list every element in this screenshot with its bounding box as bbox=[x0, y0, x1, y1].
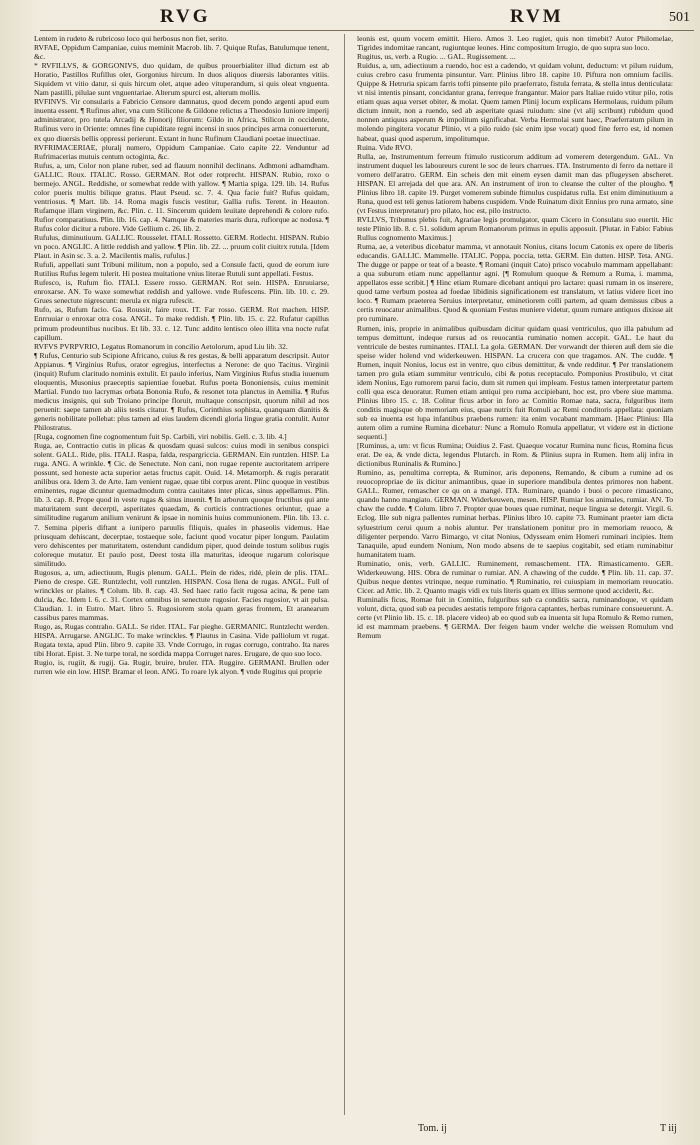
left-column bbox=[34, 34, 329, 1115]
signature-mark: T iij bbox=[660, 1123, 677, 1134]
entry: Rumen, inis, proprie in animalibus quibusdam dicitur quidam quasi ventriculus, quo illa pabulum ad tempus demittunt, indeque rursus ad os reuocantia ruminatio nomen accepit. GAL. Le haut du ventricule de bestes ruminantes. ITALI. La gola. GERMAN. Der vorwandt der thieren auß dem sie die speise wider holend vnd widerkeuwen. HISPAN. La crucera con que tragamos. AN. The cudde. ¶ Rumen, inquit Nonius, locus est in ventre, quo cibus demittitur, & vnde redditur. ¶ Per translationem tamen pro gula etiam summitur ventriculo, cibi & potus receptaculo. Pomponius Prostibulo, vt citat idem Nonius, Ego rumorem parui facio, dum sit rumen qui impleam. Festus tamen interpretatur partem colli qua esca deuoratur. Rumen etiam antiqui pro ruma accipiebant, hoc est, pro vbere siue mamma. Plinius libro 15. c. 18. Colitur ficus arbor in foro ac Comitio Romae nata, sacra, fulguribus item conditis magisque ob memoriam eius, quae nutrix fuit Romuli ac Remi conditoris appellata: quoniam sub ea inuenta est lupa infantibus praebens rumen: ita enim vocabant mammam. [Haec Plinius: Illa autem olim a rumine Rumina dicebatur: Nunc a Romulo Romula appellatur, vt videre est in dictione sequenti.] bbox=[357, 323, 673, 442]
entry: RVFRIMACERIAE, pluralj numero, Oppidum Campaniae. Cato capite 22. Venduntur ad Rufrimacerias mutuis centum octoginta, &c. bbox=[34, 142, 329, 161]
entry: * RVFILLVS, & GORGONIVS, duo quidam, de quibus prouerbialiter illud dictum est ab Horatio, Pastillos Rufillus olet, Gorgonius hircum. In duos aliquos diuersis laborantes vitiis. Siquidem vt vitio datur, si quis hircum olet, atque adeo vituperandum, si quis oleat vnguenta. Nam pastilli, pilulae sunt vnguentariae. Alterum spurci est, alterum mollis. bbox=[34, 61, 329, 98]
page-number: 501 bbox=[669, 10, 690, 25]
entry: ¶ Rufus, Centurio sub Scipione Africano, cuius & res gestas, & belli apparatum descripsit. Autor Appianus. ¶ Virginius Rufus, orator egregius, interfectus a Nerone: de quo Tacitus. Virginii (inquit) Rufum claritudo nominis extulit. Et paulo inferius, Nam Virginius Rufus studia iuuenum eloquentis, Musonius praeceptis sapientiae fouebat. Rufus poeta Bononiensis, cuius meminit Martial. Fundo tuo lacrymas orbata Bononia Rufo, & resonet tota planctus in Aemilia. ¶ Rufus medicus insignis, qui sub Troiano principe floruit, multaque conscripsit, quorum nihil ad nos peruenit: saepe tamen ab aliis testis citatur. ¶ Rufus, Corinthius sophista, quanquam dianitis & generis nobilitate pollebat: plus tamen ad eius laudem dicendi gloria lingue gratia contulit. Autor Philostratus. bbox=[34, 350, 329, 433]
page-footer bbox=[40, 1119, 694, 1137]
volume-mark: Tom. ij bbox=[418, 1123, 447, 1134]
entry: Ruminatio, onis, verb. GALLIC. Ruminement, remaschement. ITA. Rimasticamento. GER. Widerkeuwung. HIS. Obra de ruminar o rumiar. AN. A chawing of the cudde. ¶ Plin. lib. 11. cap. 37. Quibus neque dentes vtrinque, neque ruminatio. ¶ Ruminatio, rei cuiuspiam in memoriam reuocatio. Cicer. ad Attic. lib. 2. Quanto magis vidi ex tuis literis quam ex illius sermone quod acciderit, &c. bbox=[357, 558, 673, 595]
entry: Rufus, a, um, Color non plane ruber, sed ad flauum nonnihil declinans. Adhmoni adhamdham. GALLIC. Roux. ITALIC. Rosso. GERMAN. Rot oder rotprecht. HISPAN. Rubio, roxo o bermejo. ANGL. Reddishe, or somewhat redde with yallow. ¶ Martia spiga. 129. lib. 14. Rufus color pueris multis bilique gratus. Plaut Pseud. sc. 7. 4. Qua facie fuit? Rufus quidam, ventriosus. ¶ Mart. lib. 14. Roma magis fuscis vestitur, Gallia rufis. Terent. in Heauton. Rufamque illam virginem, &c. Plin. c. 11. Sincerum quidem leuitate deprehendi & colore rufo. Rufior comparatiuus. Plin. lib. 16. cap. 4. Namque & materies maris dura, rufiorque ac nodosa. ¶ Rufus color dicitur a rubore. Vide Gellium c. 26. lib. 2. bbox=[34, 160, 329, 233]
entry: RVFINVS. Vir consularis a Fabricio Censore damnatus, quod decem pondo argenti apud eum inuenta essent. ¶ Rufinus alter, vna cum Stilicone & Gildone relictus a Theodosio Iuniore imperij administrator, pro tutela Arcadij & Honorij filiorum: Gildo in Africa, Stilicon in occidente, Rufinus vero in Oriente: omnes fine cupiditate regni incensi in suos principes arma conuerterunt, ex quo diuersis bellis oppressi perierunt. Extant in hunc Rufinum Claudiani poetae inuectiuae. bbox=[34, 97, 329, 143]
running-header bbox=[40, 6, 694, 28]
running-head-right: RVM bbox=[510, 6, 564, 27]
entry: Rumino, as, penultima correpta, & Ruminor, aris deponens, Remando, & cibum a rumine ad os reuocopropriae de iis dicitur animantibus, quae in superiore mandibula dentes primores non habent. GALL. Rumer, remascher ce qu on a mangé. ITA. Ruminare, quando i buoi o pecore rimasticano, quando hanno mangiato. GERMAN. Widerkeuwen, mesen. HISP. Rumiar los animales, rumiar. AN. To chaw the cudde. ¶ Colum. libro 7. Propter quae boues quae ruminat, neque lingua se detergit. Virgil. 6. Eclog. Ille sub nigra pallentes ruminat herbas. Plinius libro 10. capite 73. Ruminant praeter iam dicta syluestrium cerui quum a nobis aluntur. Per translationem ponitur pro in memoriam reuoco, & diligenter perpendo. Varro Bimargo, vt citat Nonius, Odysseam enim Homeri ruminari incipies. Item Tanaquile, apud eundem Nonium, Non modo absens de te saepius cogitabit, sed etiam ruminabitur humanitatem tuam. bbox=[357, 468, 673, 559]
entry: Rufulus, diminutiuum. GALLIC. Rousselet. ITALI. Rossetto. GERM. Rotlecht. HISPAN. Rubio vn poco. ANGLIC. A little reddish and yallow. ¶ Plin. lib. 22. ... pruum colit ciuitrx rutula. [Idem Plaut. in Asin sc. 3. a. 2. Macilentis malis, rufulus.] bbox=[34, 233, 329, 261]
column-divider bbox=[344, 34, 345, 1115]
entry: Ruminalis ficus, Romae fuit in Comitio, fulguribus sub ca conditis sacra, ruminandoque, vt quidam volunt, dicta, quod sub ea pecudes aestatis tempore frigora captantes, herbas ruminare consueuerunt. A. certe (vt Plinio lib. 15. c. 18. placere video) ab eo quod sub ea inuenta sit lupa Romulo & Remo rumen, id est mammam praebens. ¶ GERMA. Der feigen baum vnder welche die weissen Romulum vnd Remum bbox=[357, 594, 673, 641]
entry: [Ruga, cognomen fine cognomentum fuit Sp. Carbili, viri nobilis. Gell. c. 3. lib. 4.] bbox=[34, 432, 287, 442]
header-rule bbox=[40, 30, 694, 31]
entry: leonis est, quum vocem emittit. Hiero. Amos 3. Leo rugiet, quis non timebit? Autor Philomelae, Tigrides indomitae rancant, rugiuntque leones. Hinc compositum Irrugio, de quo supra suo loco. bbox=[357, 34, 673, 53]
entry: Rufo, as, Rufum facio. Ga. Roussir, faire roux. IT. Far rosso. GERM. Rot machen. HISP. Enrruuiar o enroxar otra cosa. ANGL. To make reddish. ¶ Plin. lib. 15. c. 22. Rufatur capillus primum prodeuntibus nucibus. Et lib. 33. c. 12. Tunc addito lentisco oleo illita vna nocte rufat capillum. bbox=[34, 305, 329, 342]
entry: [Ruminus, a, um: vt ficus Rumina; Ouidius 2. Fast. Quaeque vocatur Rumina nunc ficus, Romina ficus erat. De ea, & vnde dicta, legendus Plutarch. in Rom. & Plinius supra in Rumen. Item alij infra in dictionibus Runinalis & Rumino.] bbox=[357, 441, 673, 469]
entry: Lentem in rudeto & rubricoso loco qui herbosus non fiet, serito. bbox=[34, 34, 229, 43]
entry: Ruina. Vide RVO. bbox=[357, 142, 413, 152]
entry: Ruidus, a, um, adiectiuum a ruendo, hoc est a cadendo, vt quidam volunt, deductum: vt pilum ruidum, cuius crebro casu frumenta pinsuntur. Varr. Plinius libro 18. capite 10. Piftura non omnium facilis. Quippe & Hetruria spicam farris tofti pinsente pilo praeferrato, fistula ferrata, & stella intus denticulata: vt nisi intentis pinsant, concidantur grana, ferreque frangantur. Maior pars Italiae ruido vtitur pilo, rotis etiam quas aqua verset obiter, & molat. Quem tamen Plinij locum explicans Hermolaus, ruidum pilum dictum innuit, non a ruendo, sed ab asperitate quasi ruiudum: sine (vt alij scribunt) rubidum quod nonnen antiquus asperum & impolitum significabat. Verba Hermolai sunt haec, Praeferratum pilum in molendo pingitera vocatur Plinio, vt a pilo ruido (sic enim ipse vocat) quod fine ferro est, id nomen habeat, quasi quod asperum, impolitumque. bbox=[357, 61, 673, 143]
right-column bbox=[357, 34, 673, 1115]
entry: RVLLVS, Tribunus plebis fuit, Agrariae legis promulgator, quam Cicero in Consulatu suo euertit. Hic teste Plinio lib. 8. c. 51. solidum aprum Romanorum primus in epulis apposuit. [Plutar. in Fabio: Fabius Rullus cognomento Maximus.] bbox=[357, 214, 673, 243]
entry: Ruga, ae, Contractio cutis in plicas & quosdam quasi sulcos: cuius modi in senibus conspici solent. GALL. Ride, plis. ITALI. Raspa, falda, respargriccia. GERMAN. Ein runtzlen. HISP. La ruga. ANG. A wrinkle. ¶ Cic. de Senectute. Non cani, non rugae repente auctoritatem arripere possunt, sed honeste acta superior aetas fructus capit. Ouid. 14. Metamorph. & rugis peraratit anilibus ora. Idem 3. de Arte. Iam venient rugae, quae tibi corpus arent. Plinc quoque in vestibus eminentes, rugae dicuntur quemadmodum contra cauitates inter plicas, sinus appellamus. Plin. lib. 3. cap. 8. Prope quod in veste rugas & sinus inuenit. ¶ In arborum quoque fructibus qui ante maturitatem sunt decerpti, asperitates quaedam, & corticis contractiones oriuntur, quae a similitudine rugarum anilium venirunt & ipsae in nominis huius communionem. Plin. lib. 13. c. 7. Semina piperis diftant a iunipero paruulis filiquis, quales in phaseolis videmus. Hae priusquam dehiscant, decerptae, tostaeque sole, faciunt quod vocatur piper longum. Paulatim vero dehiscentes per maturitatem, ostendunt candidum piper, quod deinde tostum solibus rugis coloreque mutatur. Et paulo post, Deest tosta illa maturitas, ideoque rugarum colorisque similitudo. bbox=[34, 441, 329, 568]
entry: Rulla, ae, Instrumentum ferreum ftimulo rusticorum additum ad vomerem detergendum. GAL. Vn instrument duquel les laboureurs curent le soc de leurs charrues. ITA. Instrumento di ferro da nettare il vomero dell'aratro. GERM. Ein scheis den mit einem eysen damit man das pflugeysen abscheret. HISPAN. El arrejada del que ara. AN. An instrument of iron to cleanse the culter of the plougho. ¶ Plinius libro 18. capite 19. Purget vomerem subinde ftimulus cuspidatus rulla. Est enim diminutiuum a Runa, quod est teli genus latiorem habens cuspidem. Vnde Ruinatum dixit Ennius pro runa armato, sine (vt Festus interpretatur) pro pilato, hoc est, pilo instructo. bbox=[357, 151, 673, 215]
entry: Rugo, as, Rugas contraho. GALL. Se rider. ITAL. Far pieghe. GERMANIC. Runtzlecht werden. HISPA. Arrugarse. ANGLIC. To make wrinckles. ¶ Plautus in Casina. Vide palliolum vt rugat. Rugata texta, apud Plin. libro 9. capite 33. Vnde Corrugo, in rugas corrugo, contraho. Ita nares tibi Horat. Epist. 3. Ne turpe toral, ne sordida mappa Corruget nares. Erugare, de quo suo loco. bbox=[34, 622, 329, 659]
entry: RVFVS PVRPVRIO, Legatus Romanorum in concilio Aetolorum, apud Liu lib. 32. bbox=[34, 341, 288, 351]
entry: Rufuli, appellati sunt Tribuni militum, non a populo, sed a Consule facti, quod de eorum iure Rutilius Rufus legem tulerit. Hi postea muitatione vnius literae Rutuli sunt appellati. Festus. bbox=[34, 260, 329, 279]
entry: Rugosus, a, um, adiectiuum, Rugis plenum. GALL. Plein de rides, ridé, plein de plis. ITAL. Pieno de crespe. GE. Runtzlecht, voll runtzlen. HISPAN. Cosa llena de rugas. ANGL. Full of wrinckles or plaites. ¶ Colum. lib. 8. cap. 43. Sed haec ratio facit rugosa acina, & pene tam dulcia, &c. Idem l. 6. c. 31. Cortex omnibus in senectute rugosior. Facies rugosior, vt ait pulsa. Claudian. 1. in Eutro. Mart. libro 5. Rugosiorem stola quam geras frontem, Et aranearum cassibus pares mammas. bbox=[34, 567, 329, 622]
entry: RVFAE, Oppidum Campaniae, cuius meminit Macrob. lib. 7. Quique Rufas, Batulumque tenent, &c. bbox=[34, 43, 329, 62]
entry: Rugio, is, rugiit, & rugij. Ga. Rugir, bruire, bruler. ITA. Ruggire. GERMANI. Brullen oder rurren wie ein low. HISP. Bramar el leon. ANG. To roare lyk alyon. ¶ vnde Rugitus qui proprie bbox=[34, 658, 329, 677]
entry: Rugitus, us, verb. a Rugio. ... GAL. Rugissement. ... bbox=[357, 52, 516, 62]
entry: Ruma, ae, a veteribus dicebatur mamma, vt annotauit Nonius, citans locum Catonis ex opere de liberis educandis. GALLIC. Mammelle. ITALIC. Poppa, poccia, tetta. GERM. Ein dutten. HISP. Teta. ANG. The dugge or pappe or teat of a beaste. ¶ Romani (inquit Cato) prisco vocabulo mammam appellabant: a qua suburum etiam nunc appellantur agni. [¶ Romulum quoque & Remum a Ruma, i. mamma, appellatos esse scribit.] ¶ Hinc etiam Rumare dicebant antiqui pro lactare: quasi rumam in os inserere, quod tame verbum postea ad foedae libidinis significationem est translatum, vt latius videre licet ino loco. ¶ Rumam praeterea Seruius interpretatur, eminetiorem colli partem, ad quam demissus cibus a certis reuocatur animalibus. Quod & quoniam Festus muniere videtur, quum rumare antiquos dixisse ait pro ruminare. bbox=[357, 242, 673, 324]
entry: Rufesco, is, Rufum fio. ITALI. Essere rosso. GERMAN. Rot sein. HISPA. Enruuiarse, enroxarse. AN. To waxe somewhat reddish and yallowe. vnde Rufescens. Plin. lib. 10. c. 29. Grues senectute nigrescunt: merula ex nigra rufescit. bbox=[34, 278, 329, 306]
running-head-left: RVG bbox=[160, 6, 211, 27]
